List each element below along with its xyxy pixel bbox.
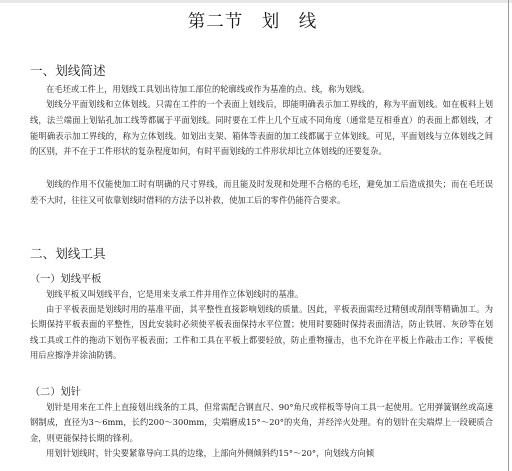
subsection-heading-surface-plate: （一）划线平板 xyxy=(30,274,102,285)
page-right-border xyxy=(508,0,509,471)
paragraph-scriber-usage: 用划针划线时，针尖要紧靠导向工具的边缘，上部向外侧倾斜约15°～20°，向划线方向倾 xyxy=(46,448,375,458)
paragraph-definition: 在毛坯或工件上，用划线工具划出待加工部位的轮廓线或作为基准的点、线，称为划线。 xyxy=(46,84,370,94)
paragraph-purpose: 划线的作用不仅能使加工时有明确的尺寸界线，而且能及时发现和处理不合格的毛坯，避免加工后造成损失；而在毛坯误差不大时，往往又可依靠划线时借料的方法予以补救，使加工后的零件仍能符合要求。 xyxy=(30,179,493,205)
paragraph-plane-vs-solid: 划线分平面划线和立体划线。只需在工件的一个表面上划线后，即能明确表示加工界线的，称为平面划线。如在板料上划线，法兰端面上划钻孔加工线等都属于平面划线。同时要在工件上几个互成不同角度（通常是互相垂直）的表面上都划线，才能明确表示加工界线的，称为立体划线。如划出支架、箱体等表面的加工线都属于立体划线。可见，平面划线与立体划线之间的区别，并不在于工件形状的复杂程度如何，有时平面划线的工件形状却比立体划线的还要复杂。 xyxy=(30,99,493,157)
subsection-heading-scriber: （二）划针 xyxy=(30,387,81,398)
paragraph-surface-plate-intro: 划线平板又叫划线平台，它是用来支承工件并用作立体划线时的基准。 xyxy=(46,289,304,299)
section-heading-overview: 一、划线简述 xyxy=(30,63,106,78)
paragraph-surface-plate-care: 由于平板表面是划线时用的基准平面，其平整性直接影响划线的质量。因此，平板表面需经过精刨或刮削等精确加工。为长期保持平板表面的平整性，因此安装时必须使平板表面保持水平位置；使用时要随时保持表面清洁，防止铁屑、灰砂等在划线工具或工件的拖动下划伤平板表面；工件和工具在平板上都要轻放，防止重物撞击，也不允许在平板上作敲击工作；平板使用后应擦净并涂油防锈。 xyxy=(30,304,493,361)
paragraph-scriber-description: 划针是用来在工件上直接划出线条的工具，但常需配合钢直尺、90°角尺或样板等导向工具一起使用。它用弹簧钢丝或高速钢制成，直径为3～6mm，长约200～300mm，尖端磨成15°～20°的夹角，并经淬火处理。有的划针在尖端焊上一段硬质合金，则更能保持长期的锋利。 xyxy=(30,402,493,443)
section-heading-tools: 二、划线工具 xyxy=(30,246,106,261)
page-top-edge xyxy=(0,0,512,3)
chapter-title: 第二节 划 线 xyxy=(187,12,318,32)
